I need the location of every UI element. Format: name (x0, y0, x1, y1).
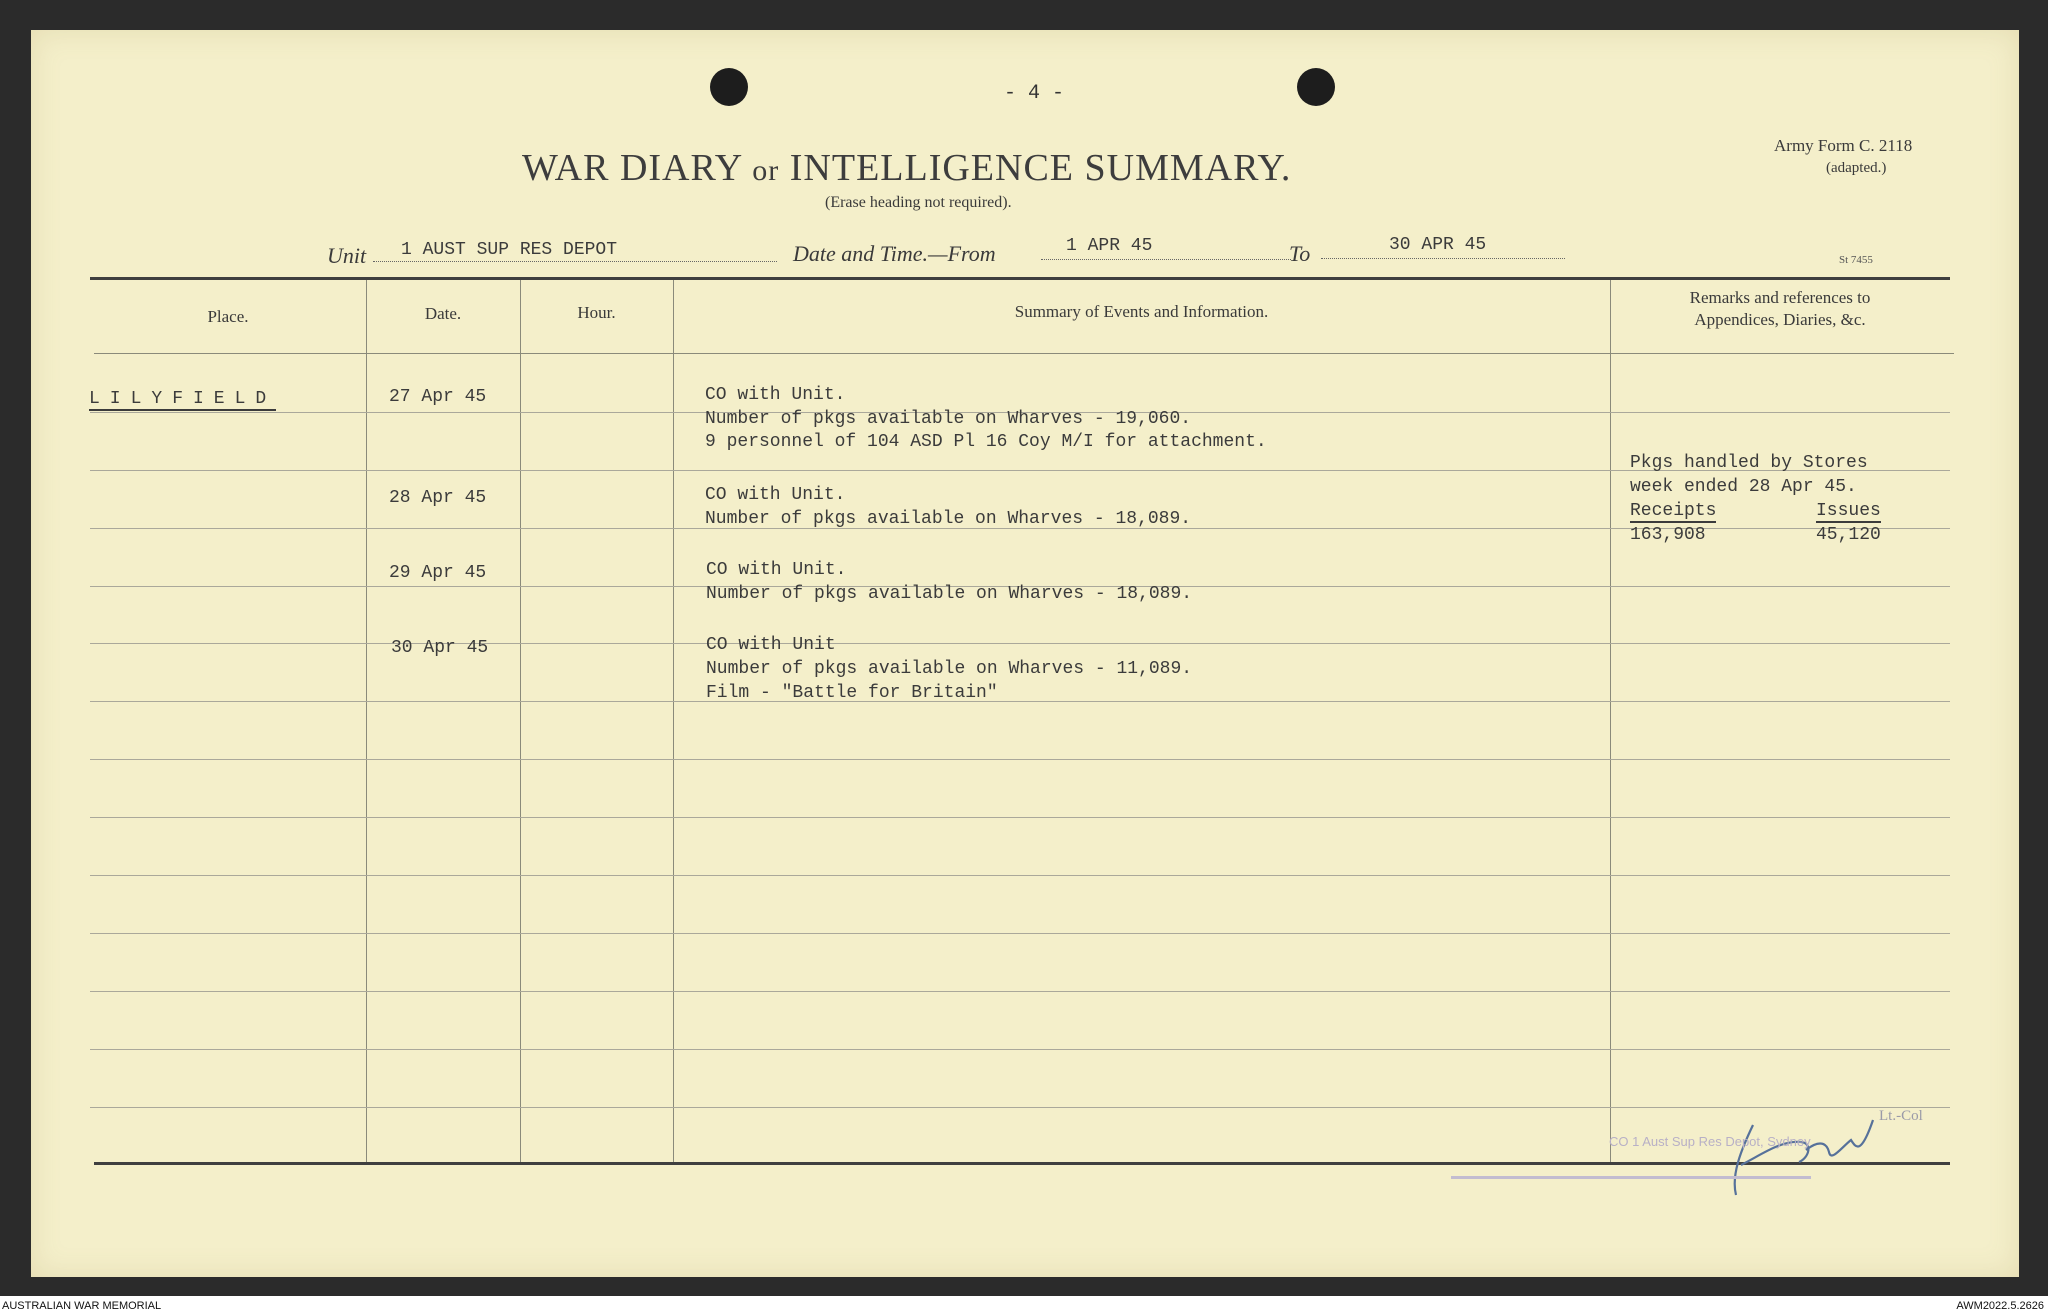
remarks-issues-value: 45,120 (1816, 525, 1881, 545)
ruled-line (90, 1049, 1950, 1050)
entry-line: Number of pkgs available on Wharves - 18,089. (705, 509, 1192, 529)
from-value: 1 APR 45 (1066, 236, 1153, 256)
punch-hole-right (1297, 68, 1335, 106)
unit-value: 1 AUST SUP RES DEPOT (401, 240, 618, 260)
ruled-line (90, 759, 1950, 760)
diary-sheet (31, 30, 2019, 1277)
ruled-line (90, 1107, 1950, 1108)
ruled-line (90, 817, 1950, 818)
to-label: To (1289, 241, 1311, 266)
ruled-line (90, 701, 1950, 702)
remarks-issues-label: Issues (1816, 501, 1881, 521)
remarks-receipts-label: Receipts (1630, 501, 1717, 521)
place-name: LILYFIELD (89, 389, 277, 409)
table-bottom-rule (94, 1162, 1950, 1165)
entry-line: 9 personnel of 104 ASD Pl 16 Coy M/I for attachment. (705, 432, 1267, 452)
army-form-number: Army Form C. 2118 (1774, 136, 1913, 155)
entry-line: CO with Unit. (705, 485, 846, 505)
page-subtitle: (Erase heading not required). (825, 194, 1012, 211)
to-value: 30 APR 45 (1389, 235, 1487, 255)
punch-hole-left (710, 68, 748, 106)
column-header-place: Place. (207, 307, 249, 326)
remarks-line: Pkgs handled by Stores (1630, 453, 1868, 473)
title-war-diary: WAR DIARY (522, 147, 742, 189)
signature-rank: Lt.-Col (1879, 1108, 1923, 1124)
unit-label: Unit (327, 243, 367, 268)
archive-footer (0, 1296, 2048, 1316)
column-header-remarks-line2: Appendices, Diaries, &c. (1694, 310, 1866, 329)
column-header-hour: Hour. (577, 303, 616, 322)
army-form-adapted: (adapted.) (1826, 160, 1887, 176)
remarks-receipts-value: 163,908 (1630, 525, 1706, 545)
date-time-label: Date and Time.—From (793, 241, 996, 266)
stationery-number: St 7455 (1839, 254, 1873, 266)
entry-line: Number of pkgs available on Wharves - 11,089. (706, 659, 1193, 679)
table-top-rule (90, 277, 1950, 280)
ruled-line (90, 991, 1950, 992)
to-dotted-line (1321, 258, 1565, 259)
entry-date: 29 Apr 45 (389, 563, 487, 583)
unit-dotted-line (373, 261, 777, 262)
ruled-line (90, 875, 1950, 876)
entry-line: Number of pkgs available on Wharves - 18,089. (706, 584, 1193, 604)
ruled-line (90, 933, 1950, 934)
footer-right: AWM2022.5.2626 (1956, 1300, 2044, 1312)
from-dotted-line (1041, 259, 1291, 260)
column-header-summary: Summary of Events and Information. (1014, 302, 1269, 321)
entry-line: Film - "Battle for Britain" (706, 683, 998, 703)
header-bottom-rule (94, 353, 1954, 354)
remarks-line: week ended 28 Apr 45. (1630, 477, 1857, 497)
page-title (522, 146, 1291, 190)
entry-line: Number of pkgs available on Wharves - 19,060. (705, 409, 1192, 429)
ruled-line (90, 643, 1950, 644)
title-intelligence-summary: INTELLIGENCE SUMMARY. (789, 147, 1292, 189)
column-header-remarks-line1: Remarks and references to (1689, 288, 1871, 307)
footer-left: AUSTRALIAN WAR MEMORIAL (2, 1300, 162, 1312)
page-number: - 4 - (1004, 82, 1065, 105)
entry-line: CO with Unit. (705, 385, 846, 405)
depot-stamp: CO 1 Aust Sup Res Depot, Sydney (1609, 1134, 1811, 1149)
entry-line: CO with Unit (706, 635, 836, 655)
entry-line: CO with Unit. (706, 560, 847, 580)
entry-date: 28 Apr 45 (389, 488, 487, 508)
title-or: or (752, 154, 780, 187)
stamp-mark (1451, 1176, 1811, 1179)
entry-date: 27 Apr 45 (389, 387, 487, 407)
entry-date: 30 Apr 45 (391, 638, 489, 658)
column-header-date: Date. (424, 304, 462, 323)
